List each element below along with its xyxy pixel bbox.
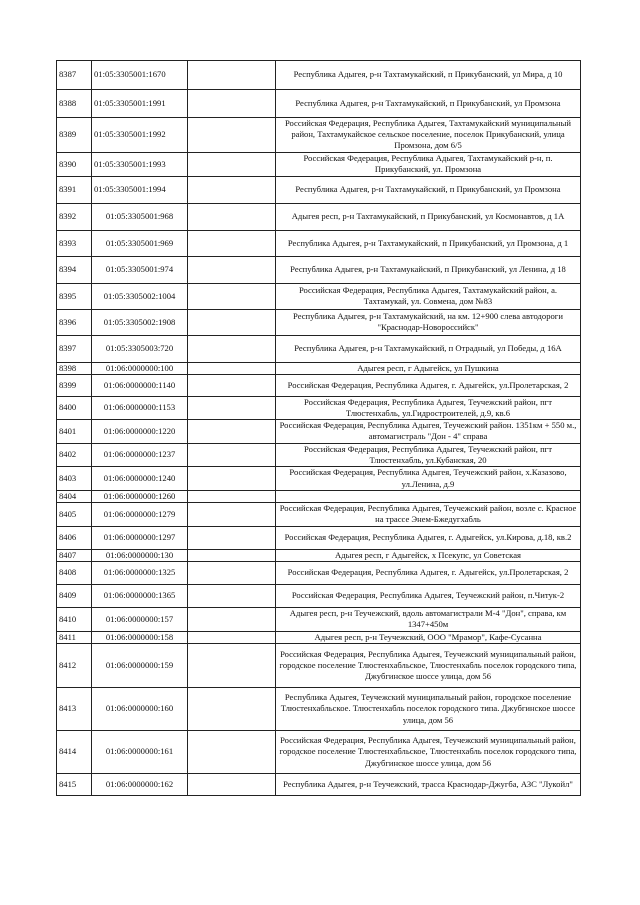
row-number-cell: 8412 [57,644,92,688]
cadastral-number-cell: 01:06:0000000:1240 [92,467,188,491]
cadastral-number-cell: 01:06:0000000:1140 [92,374,188,396]
row-number-cell: 8415 [57,774,92,796]
table-row [57,467,581,491]
table-row [57,152,581,176]
address-cell: Адыгея респ, р-н Теучежский, ООО "Мрамор", Кафе-Сусанна [276,631,581,643]
table-row [57,503,581,526]
table-row [57,374,581,396]
address-cell: Российская Федерация, Республика Адыгея, Тахтамукайский р-н, п. Прикубанский, ул. Промзона [276,152,581,176]
table-row [57,176,581,203]
table-row [57,631,581,643]
table-row [57,335,581,362]
cadastral-number-cell: 01:06:0000000:1153 [92,396,188,419]
empty-cell [188,443,276,466]
cadastral-number-cell: 01:05:3305001:1993 [92,152,188,176]
address-cell: Российская Федерация, Республика Адыгея, Теучежский район, пгт Тлюстенхабль, ул.Гидростроителей, д.9, кв.6 [276,396,581,419]
address-cell: Адыгея респ, г Адыгейск, х Псекупс, ул Советская [276,549,581,561]
address-cell: Российская Федерация, Республика Адыгея, Теучежский район, х.Казазово, ул.Ленина, д.9 [276,467,581,491]
cadastral-number-cell: 01:05:3305001:1992 [92,118,188,153]
cadastral-number-cell: 01:06:0000000:157 [92,607,188,631]
address-cell: Республика Адыгея, р-н Тахтамукайский, п Прикубанский, ул Мира, д 10 [276,61,581,90]
table-row [57,774,581,796]
cadastral-number-cell: 01:06:0000000:1260 [92,491,188,503]
address-cell: Российская Федерация, Республика Адыгея, г. Адыгейск, ул.Пролетарская, 2 [276,374,581,396]
cadastral-number-cell: 01:05:3305001:1670 [92,61,188,90]
address-cell: Адыгея респ, р-н Теучежский, вдоль автомагистрали М-4 "Дон", справа, км 1347+450м [276,607,581,631]
empty-cell [188,420,276,443]
empty-cell [188,774,276,796]
empty-cell [188,152,276,176]
cadastral-number-cell: 01:06:0000000:1365 [92,584,188,607]
address-cell: Российская Федерация, Республика Адыгея, Теучежский район, возле с. Красное на трассе Энем-Бжедугхабль [276,503,581,526]
empty-cell [188,256,276,283]
address-cell: Российская Федерация, Республика Адыгея, г. Адыгейск, ул.Пролетарская, 2 [276,561,581,584]
empty-cell [188,335,276,362]
cadastral-number-cell: 01:06:0000000:162 [92,774,188,796]
row-number-cell: 8397 [57,335,92,362]
cadastral-number-cell: 01:06:0000000:1237 [92,443,188,466]
cadastral-number-cell: 01:06:0000000:159 [92,644,188,688]
row-number-cell: 8389 [57,118,92,153]
empty-cell [188,362,276,374]
address-cell [276,491,581,503]
table-row [57,309,581,335]
address-cell: Российская Федерация, Республика Адыгея, Тахтамукайский район, а. Тахтамукай, ул. Совмена, дом №83 [276,283,581,309]
address-cell: Российская Федерация, Республика Адыгея, Теучежский муниципальный район, городское поселение Тлюстенхабльское, Тлюстенхабль поселок городского типа, Джубгинское шоссе улица, дом 56 [276,644,581,688]
table-row [57,203,581,230]
row-number-cell: 8405 [57,503,92,526]
address-cell: Российская Федерация, Республика Адыгея, Теучежский район, пгт Тлюстенхабль, ул.Кубанская, 20 [276,443,581,466]
registry-table [56,60,581,796]
table-row [57,283,581,309]
address-cell: Российская Федерация, Республика Адыгея, Тахтамукайский муниципальный район, Тахтамукайское сельское поселение, поселок Прикубанский, улица Промзона, дом 6/5 [276,118,581,153]
cadastral-number-cell: 01:05:3305001:1991 [92,90,188,118]
row-number-cell: 8391 [57,176,92,203]
table-row [57,230,581,256]
empty-cell [188,90,276,118]
address-cell: Российская Федерация, Республика Адыгея, Теучежский район, п.Читук-2 [276,584,581,607]
row-number-cell: 8399 [57,374,92,396]
row-number-cell: 8401 [57,420,92,443]
cadastral-number-cell: 01:06:0000000:161 [92,731,188,774]
table-row [57,644,581,688]
row-number-cell: 8413 [57,688,92,731]
empty-cell [188,374,276,396]
address-cell: Российская Федерация, Республика Адыгея, Теучежский район. 1351км + 550 м., автомагистраль "Дон - 4" справа [276,420,581,443]
empty-cell [188,203,276,230]
row-number-cell: 8414 [57,731,92,774]
empty-cell [188,309,276,335]
registry-table-body [57,61,581,796]
empty-cell [188,396,276,419]
table-row [57,118,581,153]
table-row [57,584,581,607]
empty-cell [188,631,276,643]
cadastral-number-cell: 01:06:0000000:1279 [92,503,188,526]
cadastral-number-cell: 01:05:3305001:968 [92,203,188,230]
cadastral-number-cell: 01:05:3305001:969 [92,230,188,256]
row-number-cell: 8396 [57,309,92,335]
empty-cell [188,503,276,526]
table-row [57,362,581,374]
address-cell: Республика Адыгея, р-н Тахтамукайский, п Прикубанский, ул Ленина, д 18 [276,256,581,283]
empty-cell [188,526,276,549]
table-row [57,607,581,631]
empty-cell [188,561,276,584]
address-cell: Российская Федерация, Республика Адыгея, г. Адыгейск, ул.Кирова, д.18, кв.2 [276,526,581,549]
empty-cell [188,467,276,491]
empty-cell [188,283,276,309]
address-cell: Республика Адыгея, р-н Тахтамукайский, п Прикубанский, ул Промзона, д 1 [276,230,581,256]
address-cell: Адыгея респ, г Адыгейск, ул Пушкина [276,362,581,374]
empty-cell [188,607,276,631]
empty-cell [188,549,276,561]
cadastral-number-cell: 01:05:3305001:974 [92,256,188,283]
empty-cell [188,584,276,607]
table-row [57,443,581,466]
address-cell: Адыгея респ, р-н Тахтамукайский, п Прикубанский, ул Космонавтов, д 1А [276,203,581,230]
empty-cell [188,176,276,203]
row-number-cell: 8395 [57,283,92,309]
address-cell: Республика Адыгея, р-н Тахтамукайский, п Отрадный, ул Победы, д 16А [276,335,581,362]
row-number-cell: 8411 [57,631,92,643]
empty-cell [188,61,276,90]
row-number-cell: 8400 [57,396,92,419]
address-cell: Республика Адыгея, р-н Тахтамукайский, п Прикубанский, ул Промзона [276,176,581,203]
cadastral-number-cell: 01:06:0000000:1220 [92,420,188,443]
cadastral-number-cell: 01:06:0000000:158 [92,631,188,643]
cadastral-number-cell: 01:06:0000000:1325 [92,561,188,584]
row-number-cell: 8409 [57,584,92,607]
empty-cell [188,731,276,774]
empty-cell [188,118,276,153]
empty-cell [188,230,276,256]
cadastral-number-cell: 01:05:3305001:1994 [92,176,188,203]
address-cell: Республика Адыгея, Теучежский муниципальный район, городское поселение Тлюстенхабльское. Тлюстенхабль поселок городского типа. Джубгинское шоссе улица, дом 56 [276,688,581,731]
cadastral-number-cell: 01:06:0000000:130 [92,549,188,561]
address-cell: Российская Федерация, Республика Адыгея, Теучежский муниципальный район, городское поселение Тлюстенхабльское, Тлюстенхабль поселок городского типа, Джубгинское шоссе улица, дом 56 [276,731,581,774]
empty-cell [188,491,276,503]
row-number-cell: 8393 [57,230,92,256]
row-number-cell: 8408 [57,561,92,584]
table-row [57,61,581,90]
table-row [57,256,581,283]
row-number-cell: 8410 [57,607,92,631]
row-number-cell: 8387 [57,61,92,90]
row-number-cell: 8403 [57,467,92,491]
address-cell: Республика Адыгея, р-н Тахтамукайский, на км. 12+900 слева автодороги "Краснодар-Новороссийск" [276,309,581,335]
table-row [57,420,581,443]
address-cell: Республика Адыгея, р-н Теучежский, трасса Краснодар-Джугба, АЗС "Лукойл" [276,774,581,796]
row-number-cell: 8392 [57,203,92,230]
table-row [57,561,581,584]
empty-cell [188,688,276,731]
row-number-cell: 8398 [57,362,92,374]
table-row [57,688,581,731]
cadastral-number-cell: 01:05:3305002:1908 [92,309,188,335]
row-number-cell: 8394 [57,256,92,283]
cadastral-number-cell: 01:06:0000000:160 [92,688,188,731]
table-row [57,396,581,419]
table-row [57,491,581,503]
address-cell: Республика Адыгея, р-н Тахтамукайский, п Прикубанский, ул Промзона [276,90,581,118]
cadastral-number-cell: 01:05:3305003:720 [92,335,188,362]
row-number-cell: 8407 [57,549,92,561]
cadastral-number-cell: 01:05:3305002:1004 [92,283,188,309]
row-number-cell: 8406 [57,526,92,549]
row-number-cell: 8402 [57,443,92,466]
table-row [57,90,581,118]
table-row [57,731,581,774]
cadastral-number-cell: 01:06:0000000:100 [92,362,188,374]
row-number-cell: 8404 [57,491,92,503]
empty-cell [188,644,276,688]
row-number-cell: 8388 [57,90,92,118]
cadastral-number-cell: 01:06:0000000:1297 [92,526,188,549]
row-number-cell: 8390 [57,152,92,176]
table-row [57,526,581,549]
table-row [57,549,581,561]
